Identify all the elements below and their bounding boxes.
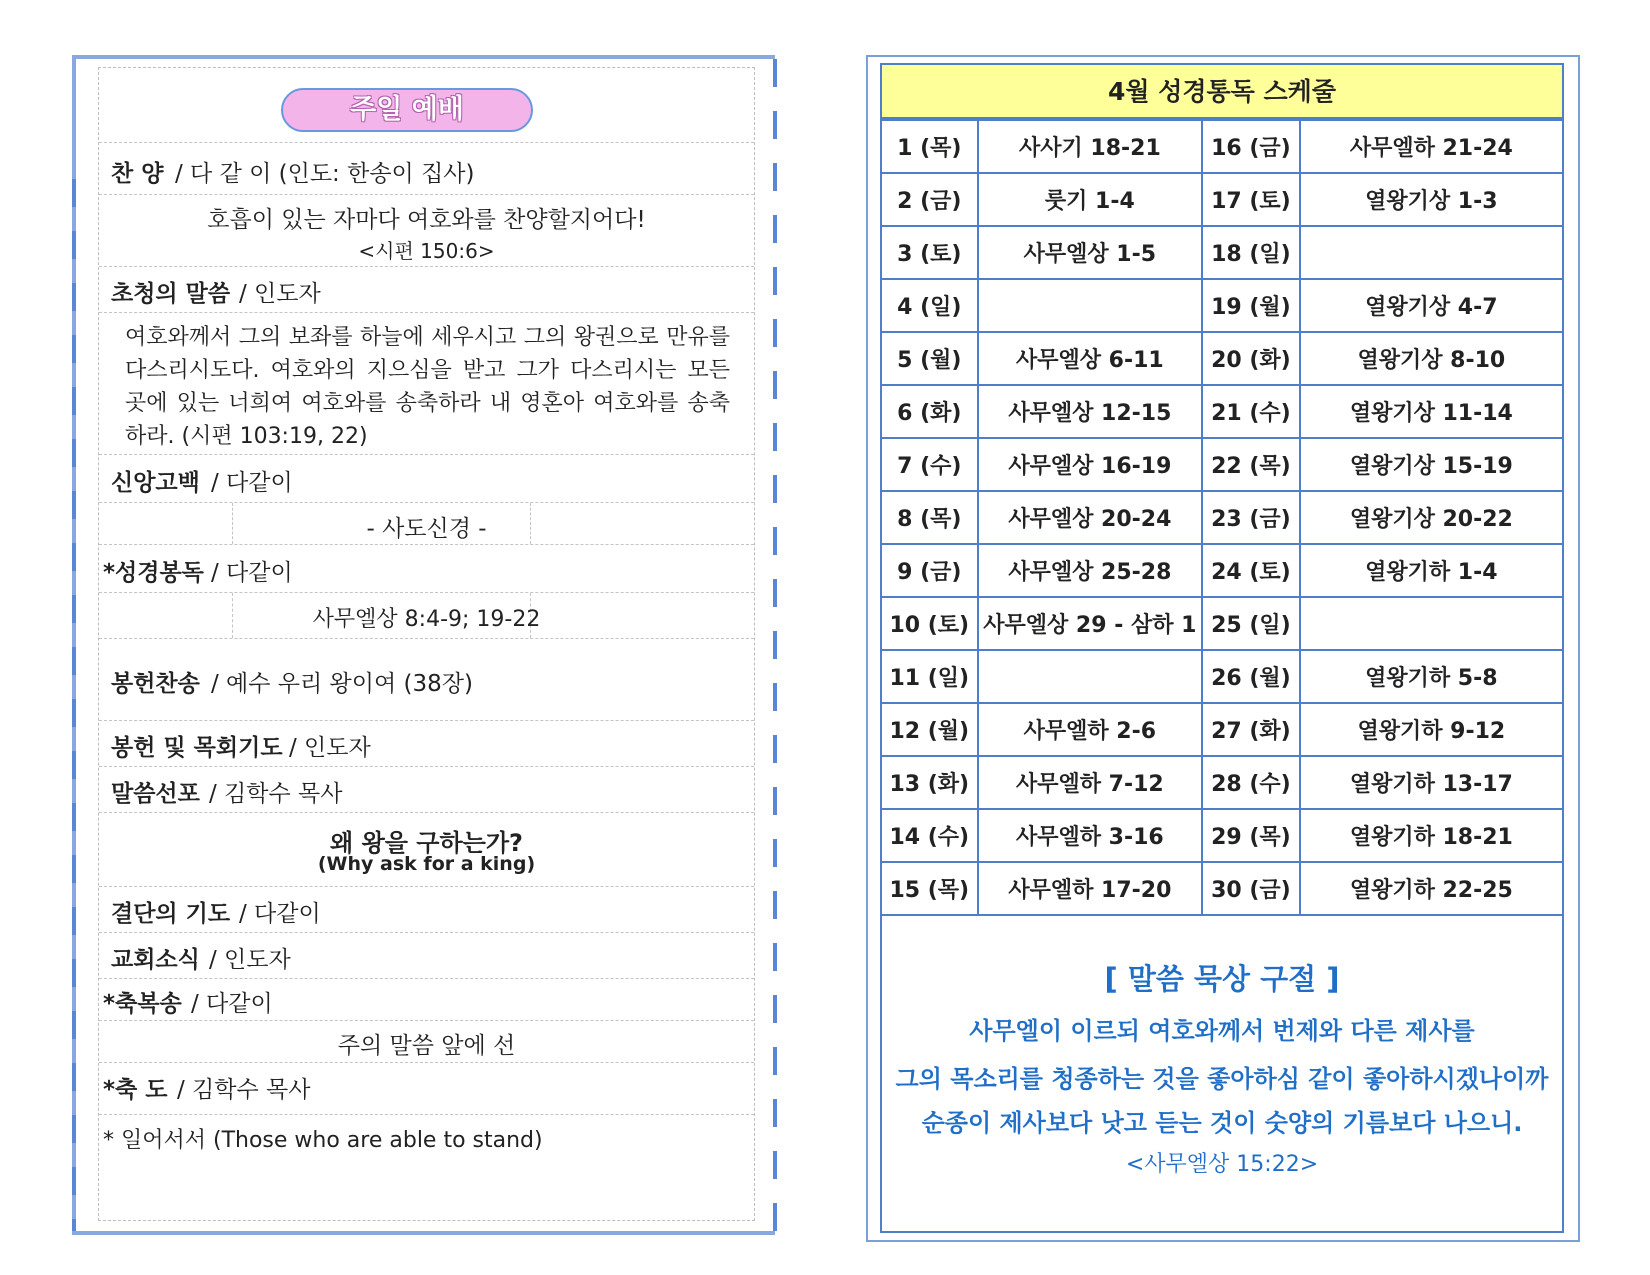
schedule-row — [882, 438, 1562, 491]
doxology-row — [99, 978, 754, 1020]
schedule-title: 4월 성경통독 스케줄 — [882, 65, 1562, 119]
schedule-reading: 사무엘하 21-24 — [1300, 120, 1562, 173]
worship-order-panel — [72, 55, 775, 1235]
offering-hymn-song: / 예수 우리 왕이여 (38장) — [211, 671, 473, 697]
creed-name: - 사도신경 - — [366, 516, 487, 542]
schedule-date: 30 (금) — [1202, 862, 1300, 915]
stand-note-row — [99, 1114, 754, 1162]
schedule-date: 1 (목) — [882, 120, 978, 173]
schedule-date: 18 (일) — [1202, 226, 1300, 279]
sermon-heading-en: (Why ask for a king) — [317, 853, 536, 875]
schedule-reading: 사무엘상 29 - 삼하 1 — [978, 597, 1203, 650]
news-title: 교회소식 — [111, 947, 200, 973]
schedule-date: 16 (금) — [1202, 120, 1300, 173]
schedule-reading: 사무엘상 16-19 — [978, 438, 1203, 491]
schedule-table — [882, 119, 1562, 916]
schedule-row — [882, 173, 1562, 226]
schedule-date: 24 (토) — [1202, 544, 1300, 597]
invitation-text-row — [99, 312, 754, 454]
doxology-song-row — [99, 1020, 754, 1062]
praise-verse-row — [99, 194, 754, 266]
meditation-line-3: 순종이 제사보다 낫고 듣는 것이 숫양의 기름보다 나으니. — [921, 1109, 1523, 1137]
schedule-row — [882, 703, 1562, 756]
schedule-date: 3 (토) — [882, 226, 978, 279]
sermon-heading: 왜 왕을 구하는가? — [330, 829, 523, 857]
schedule-reading: 열왕기상 1-3 — [1300, 173, 1562, 226]
schedule-date: 19 (월) — [1202, 279, 1300, 332]
schedule-date: 10 (토) — [882, 597, 978, 650]
schedule-reading: 열왕기하 9-12 — [1300, 703, 1562, 756]
schedule-row — [882, 491, 1562, 544]
schedule-reading: 사무엘하 3-16 — [978, 809, 1203, 862]
praise-verse-ref: <시편 150:6> — [358, 239, 495, 263]
schedule-date: 17 (토) — [1202, 173, 1300, 226]
schedule-reading: 열왕기하 5-8 — [1300, 650, 1562, 703]
schedule-row — [882, 597, 1562, 650]
schedule-row — [882, 332, 1562, 385]
schedule-date: 11 (일) — [882, 650, 978, 703]
schedule-row — [882, 226, 1562, 279]
news-leader: / 인도자 — [209, 947, 291, 973]
invitation-title: 초청의 말씀 — [111, 281, 231, 307]
news-row — [99, 932, 754, 978]
doxology-leader: / 다같이 — [191, 991, 273, 1017]
schedule-date: 14 (수) — [882, 809, 978, 862]
creed-leader: / 다같이 — [211, 470, 293, 496]
reading-ref: 사무엘상 8:4-9; 19-22 — [312, 607, 541, 632]
schedule-reading — [978, 650, 1203, 703]
schedule-reading: 사사기 18-21 — [978, 120, 1203, 173]
meditation-ref: <사무엘상 15:22> — [1125, 1152, 1319, 1177]
left-dashed-border — [72, 179, 76, 1231]
benediction-title: *축 도 — [103, 1077, 168, 1103]
schedule-date: 9 (금) — [882, 544, 978, 597]
schedule-reading: 사무엘상 25-28 — [978, 544, 1203, 597]
schedule-date: 25 (일) — [1202, 597, 1300, 650]
reading-ref-row — [99, 592, 754, 638]
praise-row — [99, 142, 754, 194]
sermon-heading-row — [99, 812, 754, 886]
meditation-line-2: 그의 목소리를 청종하는 것을 좋아하심 같이 좋아하시겠나이까 — [895, 1065, 1549, 1093]
schedule-date: 13 (화) — [882, 756, 978, 809]
schedule-row — [882, 756, 1562, 809]
invitation-row — [99, 266, 754, 312]
schedule-reading: 사무엘하 17-20 — [978, 862, 1203, 915]
schedule-row — [882, 862, 1562, 915]
schedule-date: 23 (금) — [1202, 491, 1300, 544]
reading-row — [99, 544, 754, 592]
worship-order-body — [98, 67, 755, 1221]
schedule-reading: 사무엘상 6-11 — [978, 332, 1203, 385]
schedule-reading — [1300, 226, 1562, 279]
invitation-leader: / 인도자 — [239, 281, 321, 307]
reading-schedule-body — [880, 63, 1564, 1233]
schedule-row — [882, 809, 1562, 862]
schedule-reading: 열왕기상 4-7 — [1300, 279, 1562, 332]
doxology-title: *축복송 — [103, 991, 182, 1017]
sermon-row — [99, 766, 754, 812]
reading-title: *성경봉독 — [103, 560, 204, 586]
schedule-reading: 열왕기하 22-25 — [1300, 862, 1562, 915]
schedule-row — [882, 120, 1562, 173]
schedule-reading: 열왕기상 20-22 — [1300, 491, 1562, 544]
stand-note: * 일어서서 (Those who are able to stand) — [103, 1128, 543, 1153]
schedule-date: 8 (목) — [882, 491, 978, 544]
offering-hymn-row — [99, 638, 754, 720]
schedule-date: 7 (수) — [882, 438, 978, 491]
schedule-reading: 사무엘하 7-12 — [978, 756, 1203, 809]
decision-leader: / 다같이 — [239, 901, 321, 927]
schedule-date: 20 (화) — [1202, 332, 1300, 385]
meditation-line-1: 사무엘이 이르되 여호와께서 번제와 다른 제사를 — [969, 1017, 1475, 1045]
creed-name-row — [99, 502, 754, 544]
decision-row — [99, 886, 754, 932]
decision-title: 결단의 기도 — [111, 901, 231, 927]
meditation-title: [ 말씀 묵상 구절 ] — [1104, 962, 1340, 996]
schedule-date: 15 (목) — [882, 862, 978, 915]
doxology-song: 주의 말씀 앞에 선 — [337, 1033, 516, 1059]
sermon-preacher: / 김학수 목사 — [209, 781, 343, 807]
benediction-row — [99, 1062, 754, 1114]
schedule-date: 22 (목) — [1202, 438, 1300, 491]
schedule-reading: 사무엘상 20-24 — [978, 491, 1203, 544]
praise-title: 찬 양 — [111, 161, 164, 187]
creed-title: 신앙고백 — [111, 470, 200, 496]
schedule-row — [882, 544, 1562, 597]
reading-schedule-panel — [866, 55, 1580, 1242]
schedule-reading: 사무엘상 12-15 — [978, 385, 1203, 438]
schedule-reading: 열왕기상 15-19 — [1300, 438, 1562, 491]
right-dashed-border — [773, 59, 777, 1231]
sermon-title: 말씀선포 — [111, 781, 200, 807]
worship-title: 주일 예배 — [281, 88, 533, 132]
invitation-text: 여호와께서 그의 보좌를 하늘에 세우시고 그의 왕권으로 만유를 다스리시도다. 여호와의 지으심을 받고 그가 다스리시는 모든 곳에 있는 너희여 여호와를 송축하라 내 영혼아 여호와를 송축하라. (시편 103:19, 22) — [125, 325, 730, 449]
schedule-reading — [1300, 597, 1562, 650]
offering-prayer-row — [99, 720, 754, 766]
praise-leader: / 다 같 이 (인도: 한송이 집사) — [175, 161, 475, 187]
schedule-reading: 열왕기하 13-17 — [1300, 756, 1562, 809]
schedule-reading: 룻기 1-4 — [978, 173, 1203, 226]
schedule-reading: 열왕기상 11-14 — [1300, 385, 1562, 438]
schedule-row — [882, 385, 1562, 438]
schedule-date: 2 (금) — [882, 173, 978, 226]
schedule-date: 28 (수) — [1202, 756, 1300, 809]
schedule-reading: 열왕기하 18-21 — [1300, 809, 1562, 862]
schedule-date: 12 (월) — [882, 703, 978, 756]
offering-hymn-title: 봉헌찬송 — [111, 671, 200, 697]
schedule-reading: 사무엘하 2-6 — [978, 703, 1203, 756]
schedule-date: 21 (수) — [1202, 385, 1300, 438]
schedule-row — [882, 650, 1562, 703]
offering-prayer-leader: / 인도자 — [289, 735, 371, 761]
praise-verse: 호흡이 있는 자마다 여호와를 찬양할지어다! — [207, 207, 646, 233]
schedule-reading — [978, 279, 1203, 332]
schedule-date: 6 (화) — [882, 385, 978, 438]
offering-prayer-title: 봉헌 및 목회기도 — [111, 735, 283, 761]
schedule-date: 4 (일) — [882, 279, 978, 332]
reading-leader: / 다같이 — [211, 560, 293, 586]
schedule-row — [882, 279, 1562, 332]
schedule-date: 27 (화) — [1202, 703, 1300, 756]
schedule-date: 5 (월) — [882, 332, 978, 385]
schedule-reading: 열왕기상 8-10 — [1300, 332, 1562, 385]
schedule-reading: 사무엘상 1-5 — [978, 226, 1203, 279]
schedule-date: 26 (월) — [1202, 650, 1300, 703]
creed-row — [99, 454, 754, 502]
schedule-reading: 열왕기하 1-4 — [1300, 544, 1562, 597]
benediction-leader: / 김학수 목사 — [177, 1077, 311, 1103]
schedule-date: 29 (목) — [1202, 809, 1300, 862]
